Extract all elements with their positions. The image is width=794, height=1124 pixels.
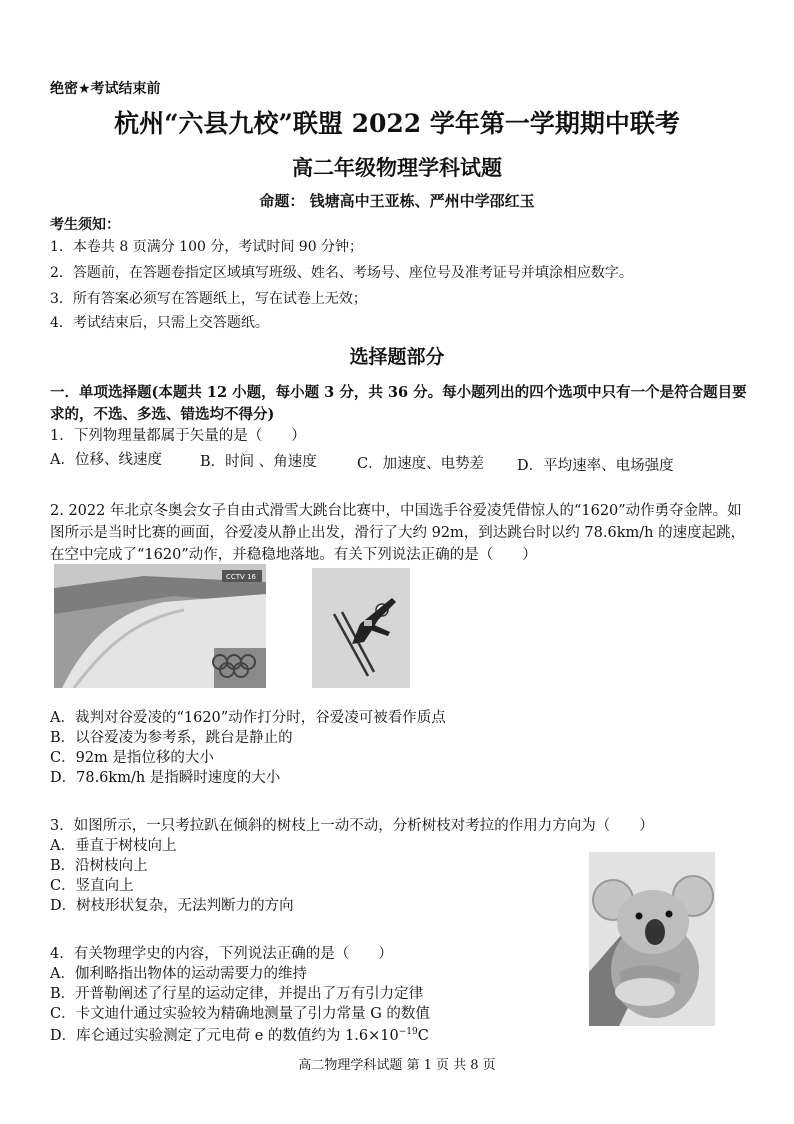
question-4-option-a: A．伽利略指出物体的运动需要力的维持	[50, 966, 307, 982]
ski-jump-image	[54, 564, 266, 688]
question-3-option-c: C．竖直向上	[50, 878, 134, 894]
exam-title: 杭州“六县九校”联盟 2022 学年第一学期期中联考	[114, 109, 680, 138]
notice-item: 3．所有答案必须写在答题纸上，写在试卷上无效；	[50, 291, 367, 307]
confidential-mark: 绝密★考试结束前	[50, 81, 161, 97]
question-4-option-d	[50, 1024, 429, 1045]
question-1-option-c: C．加速度、电势差	[357, 456, 485, 472]
question-3-option-d: D．树枝形状复杂，无法判断力的方向	[50, 898, 294, 914]
skier-image	[312, 568, 410, 688]
ski-jump-photo	[54, 564, 266, 688]
notice-item: 2．答题前，在答题卷指定区域填写班级、姓名、考场号、座位号及准考证号并填涂相应数字。	[50, 265, 633, 281]
skier-photo	[312, 568, 410, 688]
question-1-stem: 1．下列物理量都属于矢量的是（ ）	[50, 428, 306, 444]
question-1-option-d: D．平均速率、电场强度	[517, 458, 674, 474]
question-3-stem: 3．如图所示，一只考拉趴在倾斜的树枝上一动不动，分析树枝对考拉的作用力方向为（ ）	[50, 818, 654, 834]
question-2-option-c: C．92m 是指位移的大小	[50, 750, 214, 766]
koala-image	[589, 852, 715, 1026]
exam-authors: 命题： 钱塘高中王亚栋、严州中学邵红玉	[259, 192, 535, 210]
section-title: 选择题部分	[349, 346, 445, 368]
question-3-option-a: A．垂直于树枝向上	[50, 838, 177, 854]
question-2-option-b: B．以谷爱凌为参考系，跳台是静止的	[50, 730, 293, 746]
question-2-option-a: A．裁判对谷爱凌的“1620”动作打分时，谷爱凌可被看作质点	[50, 710, 446, 726]
question-2-stem: 2. 2022 年北京冬奥会女子自由式滑雪大跳台比赛中，中国选手谷爱凌凭借惊人的“1620”动作勇夺金牌。如图所示是当时比赛的画面，谷爱凌从静止出发，滑行了大约 92m，到达跳台时以约 78.6km/h 的速度起跳，在空中完成了“1620”动作，并稳稳地落地。有关下列说法正确的是（ ）	[50, 503, 746, 563]
question-1-option-a: A．位移、线速度	[50, 452, 162, 468]
question-4-stem: 4．有关物理学史的内容，下列说法正确的是（ ）	[50, 946, 393, 962]
page-footer: 高二物理学科试题 第 1 页 共 8 页	[298, 1058, 496, 1073]
question-2-option-d: D．78.6km/h 是指瞬时速度的大小	[50, 770, 281, 786]
question-4-option-d-unit: C	[417, 1028, 429, 1044]
question-1-option-b: B．时间 、角速度	[200, 454, 317, 470]
question-3-option-b: B．沿树枝向上	[50, 858, 148, 874]
notice-heading: 考生须知：	[50, 217, 120, 233]
tv-logo-text: CCTV 16	[226, 573, 256, 581]
part-heading: 一．单项选择题(本题共 12 小题，每小题 3 分，共 36 分。每小题列出的四个选项中只有一个是符合题目要求的，不选、多选、错选均不得分)	[50, 384, 747, 423]
question-4-option-b: B．开普勒阐述了行星的运动定律，并提出了万有引力定律	[50, 986, 424, 1002]
notice-item: 4．考试结束后，只需上交答题纸。	[50, 315, 269, 331]
notice-item: 1．本卷共 8 页满分 100 分，考试时间 90 分钟；	[50, 239, 364, 255]
exam-subtitle: 高二年级物理学科试题	[292, 155, 502, 180]
koala-photo	[589, 852, 715, 1026]
question-4-option-d-exponent: −19	[398, 1027, 418, 1038]
question-4-option-d-text: D．库仑通过实验测定了元电荷 e 的数值约为 1.6×10	[50, 1028, 399, 1044]
question-4-option-c: C．卡文迪什通过实验较为精确地测量了引力常量 G 的数值	[50, 1006, 430, 1022]
